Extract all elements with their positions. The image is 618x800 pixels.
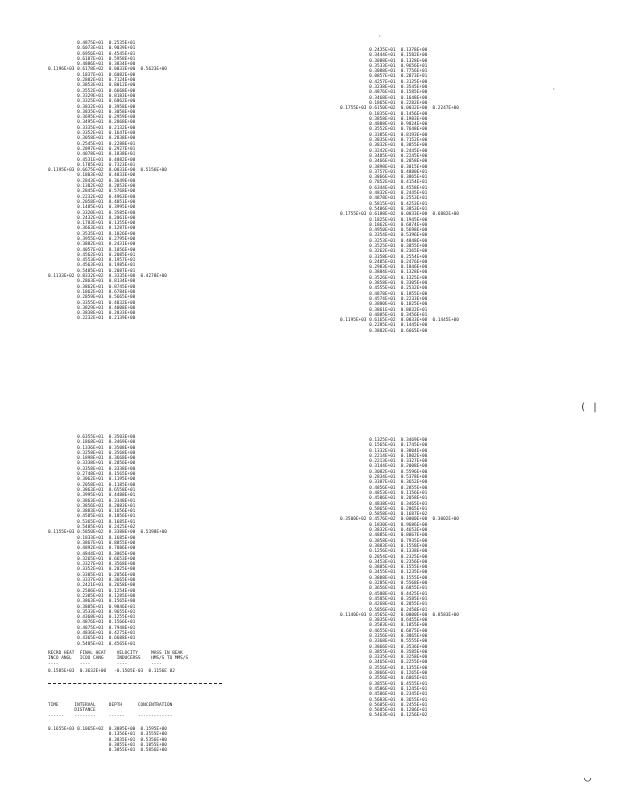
scan-speck: · [378, 33, 382, 40]
scan-corner-mark: ◡ [584, 770, 592, 784]
scan-speck: · [552, 86, 556, 93]
scan-bracket-mark: ( | [580, 402, 599, 413]
table-header-lines: TIME INTERVAL DEPTH CONCENTRATION DISTANCE ------ -------- ------ ------------- [48, 703, 173, 719]
velocity-summary-header [48, 651, 188, 667]
top-right-data-block [340, 48, 459, 334]
bottom-right-lines: 0.1325E+01 0.3469E+00 0.1565E+01 0.1745E+00 0.1332E+01 0.3804E+00 0.2214E+01 0.1802E+00 0.2213E+01 0.3327E+00 0.3144E+01 0.2008E+00 0.3082E+01 0.5596E+00 0.2834E+01 0.5378E+00 0.3387E+01 0.3652E+00 0.4856E+01 0.2855E+00 0.4853E+01 0.1156E+01 0.4586E+01 0.2058E+01 0.4838E+01 0.3465E+01 0.5865E+01 0.2865E+01 0.5858E+01 0.1687E+02 0.3500E+02 0.4576E+02 0.0000E+00 0.3002E+00 0.1830E+01 0.9686E+00 0.3832E+01 0.4653E+00 0.4885E+01 0.8867E+00 0.3858E+01 0.7935E+00 0.3883E+01 0.1558E+00 0.1256E+01 0.1338E+00 0.2854E+01 0.2325E+00 0.3453E+01 0.2356E+00 0.3885E+01 0.1555E+00 0.3455E+01 0.1235E+00 0.3888E+01 0.1555E+00 0.3285E+01 0.5568E+00 0.3656E+01 0.6855E+01 0.4588E+01 0.4425E+01 0.4585E+01 0.3585E+01 0.4268E+01 0.2855E+01 0.5856E+01 0.2458E+01 0.1140E+03 0.4565E+02 0.0000E+00 0.8583E+00 0.3835E+01 0.6455E+00 0.3583E+01 0.1855E+00 0.4655E+01 0.6875E+00 0.3356E+01 0.3865E+00 0.3368E+01 0.5555E+00 0.3866E+01 0.3536E+00 0.3855E+01 0.3585E+00 0.3335E+01 0.3258E+00 0.3465E+01 0.2255E+00 0.3556E+01 0.1355E+00 0.3866E+01 0.1265E+00 0.3556E+01 0.6865E+01 0.3855E+01 0.4555E+01 0.4586E+01 0.1245E+01 0.4586E+01 0.2345E+01 0.5683E+01 0.3655E+01 0.5685E+01 0.2455E+01 0.5685E+01 0.1286E+01 0.5463E+01 0.1256E+02 [340, 438, 459, 719]
summary-row-text: 0.1585E+03 0.3632E+00 -0.1505E-03 0.1156E 02 [48, 669, 175, 674]
bottom-left-lines: 0.6355E+01 0.3503E+00 0.1868E+01 0.3469E+00 0.1336E+01 0.3508E+00 0.3258E+01 0.3568E+00 0.1898E+01 0.3668E+00 0.3338E+01 0.2856E+00 0.3358E+01 0.3338E+00 0.2748E+01 0.1565E+00 0.3062E+01 0.1195E+00 0.2058E+01 0.1185E+00 0.3863E+01 0.6558E+01 0.3995E+01 0.4488E+01 0.3863E+01 0.3348E+01 0.3856E+01 0.2883E+01 0.3883E+01 0.1656E+01 0.4585E+01 0.1856E+01 0.5365E+01 0.1685E+01 0.5485E+01 0.2425E+02 0.1155E+03 0.5850E+02 0.3388E+00 0.5398E+00 0.1833E+01 0.1685E+00 0.3867E+01 0.8855E+00 0.4892E+01 0.7886E+00 0.4844E+01 0.3865E+00 0.3265E+01 0.6653E+00 0.3327E+01 0.3568E+00 0.3352E+01 0.2825E+00 0.3385E+01 0.2856E+00 0.3337E+01 0.3665E+00 0.2421E+01 0.2658E+00 0.2586E+01 0.1254E+00 0.2385E+01 0.1285E+00 0.3863E+01 0.1565E+00 0.3885E+01 0.9846E+01 0.3533E+01 0.9655E+01 0.4368E+01 0.1255E+01 0.4876E+01 0.1566E+01 0.4875E+01 0.7948E+01 0.4836E+01 0.4275E+01 0.4365E+01 0.6688E+01 0.5485E+01 0.4565E+01 [48, 435, 167, 647]
bottom-right-data-block [340, 438, 459, 719]
top-right-lines: 0.2435E+01 0.1378E+00 0.3444E+01 0.1582E+00 0.3088E+01 0.1328E+00 0.3533E+01 0.9656E+01 0.3088E+01 0.7756E+01 0.0857E+01 0.2873E+01 0.4257E+01 0.3125E+00 0.3238E+01 0.3545E+00 0.4876E+01 0.1585E+00 0.3468E+01 0.1648E+00 0.1865E+01 0.2282E+00 0.1755E+03 0.6150E+02 0.0032E+00 0.2247E+00 0.1835E+01 0.1456E+00 0.3858E+01 0.1983E+00 0.4888E+01 0.9824E+00 0.3552E+01 0.7648E+00 0.3385E+01 0.8193E+00 0.3835E+01 0.7152E+00 0.3832E+01 0.3855E+00 0.3242E+01 0.2445E+00 0.3485E+01 0.2245E+00 0.3466E+01 0.2058E+00 0.3898E+01 0.3015E+00 0.3757E+01 0.4880E+01 0.3866E+01 0.3865E+01 0.7852E+01 0.4154E+01 0.6344E+01 0.4558E+01 0.4832E+01 0.2445E+01 0.4878E+01 0.2553E+01 0.5815E+01 0.4253E+01 0.5486E+01 0.3853E+01 0.1755E+03 0.6188E+02 0.0033E+00 0.6882E+00 0.1825E+01 0.1945E+00 0.1862E+01 0.6874E+00 0.4950E+01 0.5698E+00 0.3354E+01 0.5396E+00 0.3253E+01 0.4848E+00 0.3525E+01 0.3855E+00 0.3262E+01 0.2365E+00 0.3358E+01 0.2554E+00 0.2485E+01 0.2476E+00 0.2983E+01 0.1846E+00 0.3884E+01 0.1328E+00 0.3526E+01 0.1325E+00 0.3858E+01 0.3305E+00 0.4555E+01 0.2532E+00 0.4878E+01 0.1855E+00 0.4574E+01 0.2233E+00 0.3880E+01 0.1825E+00 0.3861E+01 0.8832E+01 0.4885E+01 0.3456E+01 0.1195E+03 0.6165E+02 0.0033E+00 0.1445E+00 0.2285E+01 0.1445E+00 0.3882E+01 0.6665E+00 [340, 48, 459, 334]
summary-divider [48, 683, 222, 684]
concentration-table-rows [48, 727, 167, 753]
table-row-lines: 0.1655E+03 0.1065E+02 0.3885E+00 0.1595E+00 0.1356E+01 0.3555E+00 0.3835E+01 0.5356E+00 0.3855E+01 0.1855E+00 0.3855E+01 0.5856E+00 [48, 727, 167, 754]
velocity-summary-row [48, 669, 175, 674]
bottom-left-data-block [48, 435, 167, 647]
top-left-lines: 0.4875E+01 0.2535E+01 0.6073E+01 0.9039E+01 0.6956E+01 0.4545E+01 0.6187E+01 0.5958E+01 0.4886E+01 0.3834E+00 0.1196E+03 0.6178E+02 0.0033E+00 0.5623E+00 0.1837E+01 0.6082E+00 0.2882E+01 0.7124E+00 0.3853E+01 0.8012E+00 0.3552E+01 0.6668E+00 0.3329E+01 0.8183E+00 0.3325E+01 0.6862E+00 0.3832E+01 0.3958E+00 0.3835E+01 0.3058E+00 0.3695E+01 0.2959E+00 0.3495E+01 0.2868E+00 0.3335E+01 0.2132E+00 0.3352E+01 0.1647E+00 0.3058E+01 0.2838E+00 0.2545E+01 0.2288E+01 0.2097E+01 0.2927E+01 0.4078E+01 0.1838E+01 0.4531E+01 0.4882E+00 0.1785E+01 0.7323E+01 0.1195E+03 0.6675E+02 0.0033E+00 0.5156E+00 0.1803E+02 0.4833E+00 0.2843E+02 0.3649E+00 0.1382E+02 0.2853E+00 0.2845E+02 0.5768E+00 0.2232E+02 0.4963E+00 0.2058E+01 0.4051E+00 0.1485E+01 0.3995E+00 0.3320E+01 0.3585E+00 0.2432E+01 0.2061E+00 0.1783E+01 0.1355E+00 0.3663E+01 0.1287E+00 0.3535E+01 0.1026E+00 0.3955E+01 0.2795E+00 0.3882E+01 0.2431E+00 0.4057E+01 0.1856E+00 0.4562E+01 0.2085E+01 0.4553E+01 0.1957E+01 0.4563E+01 0.1985E+01 0.5485E+01 0.2087E+01 0.1133E+02 0.8332E+02 0.3335E+00 0.4278E+00 0.2863E+01 0.8134E+00 0.3862E+01 0.8745E+00 0.1862E+01 0.6784E+00 0.2859E+01 0.5665E+00 0.3355E+01 0.4832E+00 0.3829E+01 0.4008E+00 0.3838E+01 0.2833E+00 0.2232E+01 0.2139E+00 [48, 41, 167, 322]
top-left-data-block [48, 41, 167, 322]
summary-header-lines: RECRD HEAT FINAL HEAT VELOCITY MASS IN BEAK INCO ANGL ICOO CANG INDUCERSS HMS/S TO MMS/S ---- ---- ---- ---- [48, 651, 189, 667]
concentration-table-header [48, 703, 172, 719]
